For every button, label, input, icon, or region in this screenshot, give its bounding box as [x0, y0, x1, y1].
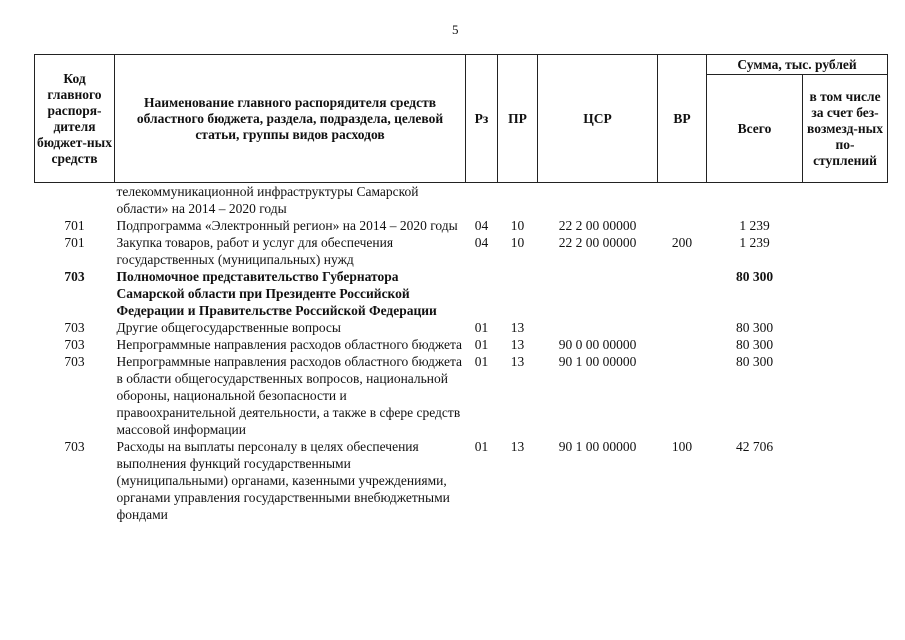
- row-incl: [803, 234, 888, 268]
- header-pr: ПР: [498, 55, 538, 183]
- table-row: [35, 268, 888, 319]
- row-vr: 100: [671, 439, 693, 454]
- row-csr: [538, 183, 658, 218]
- row-pr: 13: [510, 337, 525, 352]
- table-row: [35, 217, 888, 234]
- row-csr: 22 2 00 00000: [558, 218, 637, 233]
- row-name: телекоммуникационной инфраструктуры Самарской области» на 2014 – 2020 годы: [116, 184, 419, 216]
- row-csr: 90 1 00 00000: [558, 354, 637, 369]
- row-total: [707, 183, 803, 218]
- row-rz: 04: [474, 218, 489, 233]
- row-pr: 13: [510, 354, 525, 369]
- table-row: [35, 234, 888, 268]
- header-incl: в том числе за счет без-возмезд-ных по-ступлений: [803, 75, 888, 183]
- row-incl: [803, 319, 888, 336]
- row-incl: [803, 336, 888, 353]
- row-code: 703: [64, 354, 85, 369]
- row-vr: [658, 353, 707, 438]
- row-total: 1 239: [739, 218, 770, 233]
- row-rz: 01: [474, 337, 489, 352]
- row-rz: [466, 268, 498, 319]
- row-incl: [803, 268, 888, 319]
- row-code: 703: [64, 337, 85, 352]
- budget-table: [34, 54, 888, 523]
- row-name: Непрограммные направления расходов областного бюджета в области общегосударственных вопросов, национальной обороны, национальной безопасности и правоохранительной деятельности, а также в сфере средств массовой информации: [116, 354, 463, 437]
- row-csr: [538, 319, 658, 336]
- row-total: 1 239: [739, 235, 770, 250]
- row-code: [35, 183, 115, 218]
- row-pr: 10: [510, 218, 525, 233]
- row-name: Другие общегосударственные вопросы: [116, 320, 341, 335]
- page-number: 5: [452, 22, 459, 37]
- row-rz: 01: [474, 354, 489, 369]
- row-name: Полномочное представительство Губернатора Самарской области при Президенте Российской Федерации и Правительстве Российской Федерации: [116, 269, 437, 318]
- row-pr: 13: [510, 439, 525, 454]
- row-pr: [498, 183, 538, 218]
- header-vr: ВР: [658, 55, 707, 183]
- header-total: Всего: [707, 75, 803, 183]
- header-code: Код главного распоря-дителя бюджет-ных средств: [35, 55, 115, 183]
- row-pr: 13: [510, 320, 525, 335]
- row-incl: [803, 183, 888, 218]
- row-rz: 01: [474, 439, 489, 454]
- row-csr: [538, 268, 658, 319]
- row-name: Подпрограмма «Электронный регион» на 2014 – 2020 годы: [116, 218, 458, 233]
- row-csr: 90 0 00 00000: [558, 337, 637, 352]
- row-incl: [803, 438, 888, 523]
- row-rz: [466, 183, 498, 218]
- row-name: Непрограммные направления расходов областного бюджета: [116, 337, 463, 352]
- row-total: 42 706: [735, 439, 774, 454]
- row-total: 80 300: [735, 320, 774, 335]
- row-vr: [658, 183, 707, 218]
- row-incl: [803, 353, 888, 438]
- row-code: 703: [64, 269, 85, 284]
- row-code: 701: [64, 235, 85, 250]
- table-row: [35, 336, 888, 353]
- table-row: [35, 353, 888, 438]
- row-vr: [658, 217, 707, 234]
- row-vr: [658, 319, 707, 336]
- row-code: 703: [64, 320, 85, 335]
- row-total: 80 300: [735, 269, 774, 284]
- header-rz: Рз: [466, 55, 498, 183]
- table-row: [35, 438, 888, 523]
- row-rz: 04: [474, 235, 489, 250]
- row-csr: 90 1 00 00000: [558, 439, 637, 454]
- row-code: 703: [64, 439, 85, 454]
- row-vr: 200: [671, 235, 693, 250]
- header-csr: ЦСР: [538, 55, 658, 183]
- row-rz: 01: [474, 320, 489, 335]
- row-name: Расходы на выплаты персоналу в целях обеспечения выполнения функций государственными (муниципальными) органами, казенными учреждениями, органами управления государственными внебюджетными фондами: [116, 439, 450, 522]
- row-incl: [803, 217, 888, 234]
- row-pr: [498, 268, 538, 319]
- row-csr: 22 2 00 00000: [558, 235, 637, 250]
- row-total: 80 300: [735, 337, 774, 352]
- table-row: [35, 183, 888, 218]
- row-total: 80 300: [735, 354, 774, 369]
- header-name: Наименование главного распорядителя средств областного бюджета, раздела, подраздела, целевой статьи, группы видов расходов: [115, 55, 466, 183]
- row-name: Закупка товаров, работ и услуг для обеспечения государственных (муниципальных) нужд: [116, 235, 394, 267]
- table-row: [35, 319, 888, 336]
- row-vr: [658, 336, 707, 353]
- row-vr: [658, 268, 707, 319]
- header-sum: Сумма, тыс. рублей: [707, 55, 888, 75]
- row-pr: 10: [510, 235, 525, 250]
- row-code: 701: [64, 218, 85, 233]
- table-body: [35, 183, 888, 524]
